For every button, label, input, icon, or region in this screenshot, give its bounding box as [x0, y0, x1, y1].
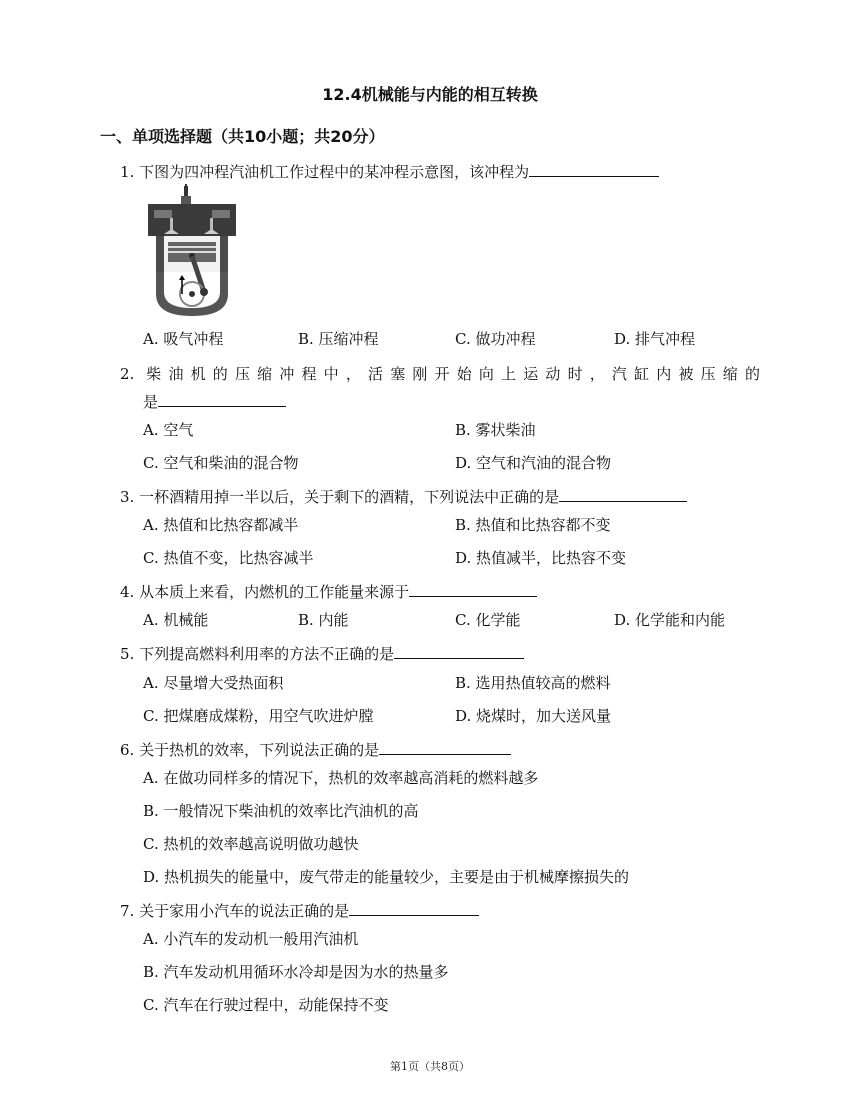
q4-option-b: B. 内能 — [298, 611, 349, 629]
q4-option-c: C. 化学能 — [455, 611, 521, 629]
q3-option-a: A. 热值和比热容都减半 — [143, 516, 299, 534]
q2-option-c: C. 空气和柴油的混合物 — [143, 454, 299, 472]
answer-blank — [158, 392, 286, 407]
page-title: 12.4机械能与内能的相互转换 — [322, 85, 538, 104]
page-footer: 第1页（共8页） — [390, 1060, 470, 1073]
answer-blank — [394, 644, 524, 659]
q6-option-a: A. 在做功同样多的情况下，热机的效率越高消耗的燃料越多 — [143, 769, 539, 787]
question-stem: 柴油机的压缩冲程中，活塞刚开始向上运动时，汽缸内被压缩的 — [146, 365, 760, 383]
q2-option-d: D. 空气和汽油的混合物 — [455, 454, 612, 472]
question-stem: 下列提高燃料利用率的方法不正确的是 — [139, 645, 395, 663]
q2-option-b: B. 雾状柴油 — [455, 421, 536, 439]
q4-option-d: D. 化学能和内能 — [614, 611, 726, 629]
q3-option-c: C. 热值不变，比热容减半 — [143, 549, 314, 567]
q1-option-d: D. 排气冲程 — [614, 330, 696, 348]
question-number: 6. — [120, 741, 135, 759]
question-2-line-2 — [143, 391, 286, 412]
answer-blank — [349, 901, 479, 916]
q4-option-a: A. 机械能 — [143, 611, 209, 629]
question-number: 3. — [120, 488, 135, 506]
q6-option-b: B. 一般情况下柴油机的效率比汽油机的高 — [143, 802, 419, 820]
question-3 — [120, 486, 687, 507]
answer-blank — [559, 487, 687, 502]
section-heading: 一、单项选择题（共10小题；共20分） — [100, 127, 385, 146]
answer-blank — [379, 740, 511, 755]
question-7 — [120, 900, 479, 921]
q6-option-d: D. 热机损失的能量中，废气带走的能量较少，主要是由于机械摩擦损失的 — [143, 868, 630, 886]
question-number: 7. — [120, 902, 135, 920]
engine-diagram-image — [146, 184, 238, 318]
question-number: 4. — [120, 583, 135, 601]
q2-option-a: A. 空气 — [143, 421, 194, 439]
q7-option-c: C. 汽车在行驶过程中，动能保持不变 — [143, 996, 389, 1014]
question-stem: 关于家用小汽车的说法正确的是 — [139, 902, 350, 920]
question-4 — [120, 581, 537, 602]
question-number: 5. — [120, 645, 135, 663]
question-stem-continued: 是 — [143, 393, 159, 411]
question-stem: 下图为四冲程汽油机工作过程中的某冲程示意图，该冲程为 — [139, 163, 530, 181]
q5-option-d: D. 烧煤时，加大送风量 — [455, 707, 612, 725]
q5-option-b: B. 选用热值较高的燃料 — [455, 674, 611, 692]
question-stem: 一杯酒精用掉一半以后，关于剩下的酒精，下列说法中正确的是 — [139, 488, 560, 506]
answer-blank — [529, 162, 659, 177]
q1-option-b: B. 压缩冲程 — [298, 330, 379, 348]
q3-option-d: D. 热值减半，比热容不变 — [455, 549, 627, 567]
q5-option-a: A. 尽量增大受热面积 — [143, 674, 284, 692]
question-stem: 关于热机的效率，下列说法正确的是 — [139, 741, 380, 759]
q1-option-a: A. 吸气冲程 — [143, 330, 224, 348]
question-stem: 从本质上来看，内燃机的工作能量来源于 — [139, 583, 410, 601]
q7-option-b: B. 汽车发动机用循环水冷却是因为水的热量多 — [143, 963, 449, 981]
question-number: 2. — [120, 365, 135, 383]
q3-option-b: B. 热值和比热容都不变 — [455, 516, 611, 534]
q6-option-c: C. 热机的效率越高说明做功越快 — [143, 835, 359, 853]
question-number: 1. — [120, 163, 135, 181]
q1-option-c: C. 做功冲程 — [455, 330, 536, 348]
q7-option-a: A. 小汽车的发动机一般用汽油机 — [143, 930, 359, 948]
question-5 — [120, 643, 524, 664]
question-6 — [120, 739, 511, 760]
question-2 — [120, 363, 760, 384]
q5-option-c: C. 把煤磨成煤粉，用空气吹进炉膛 — [143, 707, 374, 725]
answer-blank — [409, 582, 537, 597]
question-1 — [120, 161, 659, 182]
